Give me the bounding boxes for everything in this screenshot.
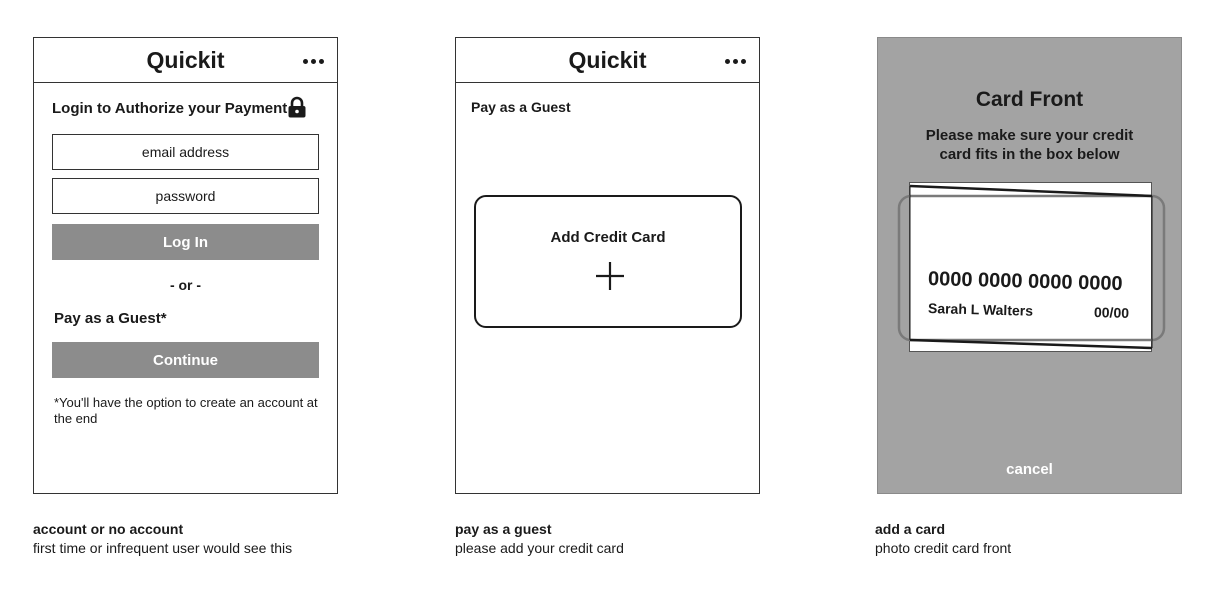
password-field[interactable]: password [52, 178, 319, 214]
app-header [34, 38, 337, 83]
card-instruction: Please make sure your credit card fits in the box below [925, 127, 1134, 163]
plus-icon [595, 261, 625, 291]
caption-screen-1 [33, 520, 292, 558]
caption-subtitle: first time or infrequent user would see this [33, 540, 293, 556]
email-field[interactable]: email address [52, 134, 319, 170]
caption-title: account or no account [33, 521, 184, 537]
lock-icon [287, 96, 307, 118]
login-screen [33, 37, 338, 494]
more-options-icon[interactable] [303, 59, 324, 64]
guest-heading: Pay as a Guest* [54, 310, 167, 327]
caption-title: add a card [875, 521, 946, 537]
or-divider: - or - [169, 277, 202, 293]
cardholder-name: Sarah L Walters [927, 300, 1034, 319]
app-title: Quickit [568, 47, 647, 73]
card-front-title: Card Front [975, 88, 1084, 111]
guest-screen [455, 37, 760, 494]
login-heading: Login to Authorize your Payment [52, 100, 288, 117]
card-expiry: 00/00 [1093, 304, 1130, 321]
continue-button[interactable]: Continue [52, 342, 319, 378]
card-number: 0000 0000 0000 0000 [927, 268, 1123, 296]
guest-heading: Pay as a Guest [471, 99, 571, 115]
add-credit-card-button[interactable] [474, 195, 742, 328]
login-button[interactable]: Log In [52, 224, 319, 260]
account-footnote: *You'll have the option to create an account at the end [54, 395, 318, 426]
caption-title: pay as a guest [455, 521, 552, 537]
card-capture-screen [877, 37, 1182, 494]
app-header [456, 38, 759, 83]
caption-subtitle: please add your credit card [455, 540, 624, 556]
cancel-button[interactable]: cancel [1006, 461, 1053, 478]
more-options-icon[interactable] [725, 59, 746, 64]
caption-subtitle: photo credit card front [875, 540, 1012, 556]
caption-screen-2 [455, 520, 624, 558]
caption-screen-3 [875, 520, 1011, 558]
app-title: Quickit [146, 47, 225, 73]
add-credit-card-label: Add Credit Card [550, 229, 666, 246]
